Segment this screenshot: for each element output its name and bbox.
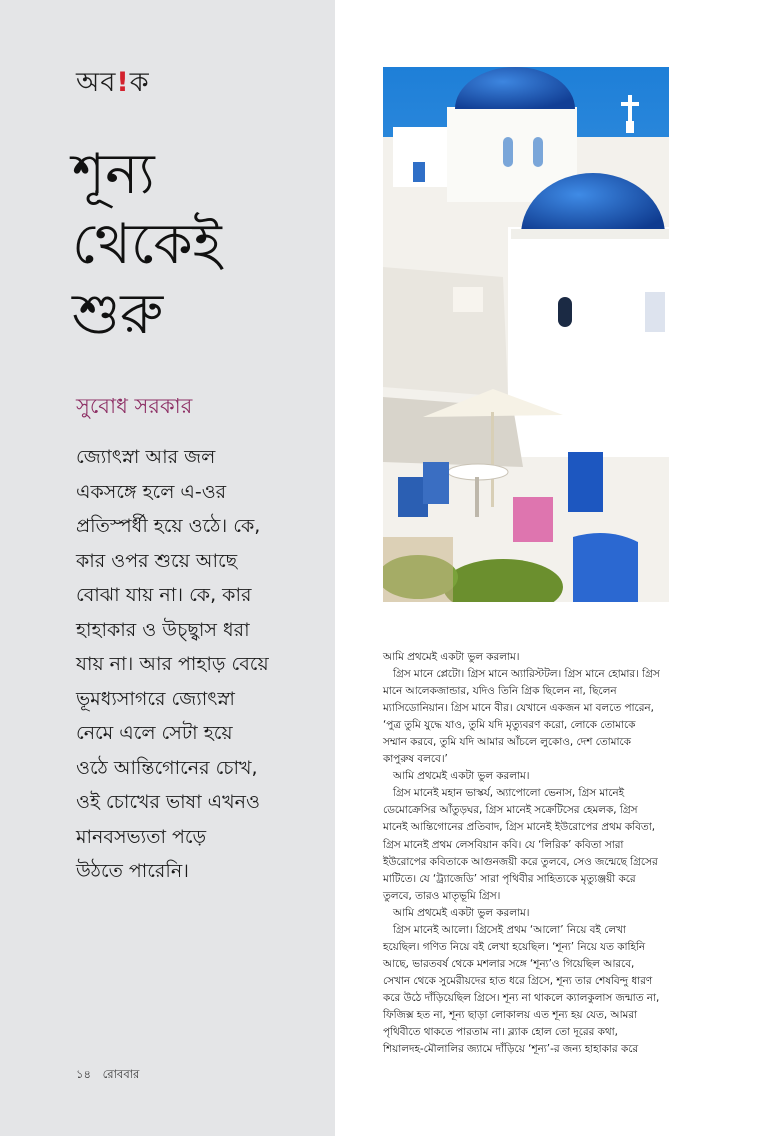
page-number: ১৪ xyxy=(76,1067,91,1081)
body-line: কাপুরুষ বলবে।’ xyxy=(383,753,448,766)
intro-line: উঠতে পারেনি। xyxy=(76,860,189,882)
body-line: সেখান থেকে সুমেরীয়দের হাত ধরে গ্রিসে, শূন্য তার শেষবিন্দু ধারণ xyxy=(383,974,653,987)
intro-line: জ্যোৎস্না আর জল xyxy=(76,446,216,468)
body-line: গ্রিস মানেই প্রথম লেসবিয়ান কবি। যে ‘লিরিক’ কবিতা সারা xyxy=(383,838,624,851)
body-line: করে উঠে দাঁড়িয়েছিল গ্রিসে। শূন্য না থাকলে ক্যালকুলাস জন্মাত না, xyxy=(383,991,660,1004)
section-label: অব!ক xyxy=(76,67,150,98)
intro-line: বোঝা যায় না। কে, কার xyxy=(76,584,252,606)
body-line: ম্যাসিডোনিয়ান। গ্রিস মানে বীর। যেখানে একজন মা বলতে পারেন, xyxy=(383,702,654,715)
body-line: ডেমোক্রেসির আঁতুড়ঘর, গ্রিস মানেই সক্রেটিসের হেমলক, গ্রিস xyxy=(383,804,638,817)
body-line: পৃথিবীতে থাকতে পারতাম না। ব্ল্যাক হোল তো দূরের কথা, xyxy=(383,1026,618,1039)
headline-line: শুরু xyxy=(72,282,164,347)
body-line: হয়েছিল। গণিত নিয়ে বই লেখা হয়েছিল। ‘শূন্য’ নিয়ে যত কাহিনি xyxy=(383,940,646,953)
body-line: গ্রিস মানেই আলো। গ্রিসেই প্রথম ‘আলো’ নিয়ে বই লেখা xyxy=(393,923,626,936)
intro-paragraph xyxy=(76,440,326,889)
intro-line: ভূমধ্যসাগরে জ্যোৎস্না xyxy=(76,687,235,710)
article-body xyxy=(383,649,673,1058)
headline xyxy=(72,140,322,350)
body-line: ‘পুত্র তুমি যুদ্ধে যাও, তুমি যদি মৃত্যুবরণ করো, লোকে তোমাকে xyxy=(383,719,636,732)
body-line: আমি প্রথমেই একটা ভুল করলাম। xyxy=(393,906,530,919)
santorini-photo xyxy=(383,67,669,602)
left-panel xyxy=(0,0,335,1136)
magazine-name: রোববার xyxy=(102,1067,140,1081)
body-line: মানেই আন্তিগোনের প্রতিবাদ, গ্রিস মানেই ইউরোপের প্রথম কবিতা, xyxy=(383,821,656,834)
intro-line: ওই চোখের ভাষা এখনও xyxy=(76,791,260,813)
body-line: মানে আলেকজান্ডার, যদিও তিনি গ্রিক ছিলেন না, ছিলেন xyxy=(383,685,617,698)
body-line: আছে, ভারতবর্ষ থেকে মশলার সঙ্গে ‘শূন্য’ও গিয়েছিল আরবে, xyxy=(383,957,635,970)
body-line: শিয়ালদহ-মৌলালির জ্যামে দাঁড়িয়ে ‘শূন্য’-র জন্য হাহাকার করে xyxy=(383,1043,639,1056)
headline-line: থেকেই xyxy=(72,212,222,277)
intro-line: মানবসভ্যতা পড়ে xyxy=(76,825,207,848)
page-footer xyxy=(76,1066,147,1085)
intro-line: একসঙ্গে হলে এ-ওর xyxy=(76,480,227,503)
body-line: ইউরোপের কবিতাকে আগুনজয়ী করে তুলবে, সেও জন্মেছে গ্রিসের xyxy=(383,855,658,868)
body-line: গ্রিস মানেই মহান ভাস্কর্য, অ্যাপোলো ভেনাস, গ্রিস মানেই xyxy=(393,787,624,800)
intro-line: ওঠে আন্তিগোনের চোখ, xyxy=(76,756,258,779)
intro-line: নেমে এলে সেটা হয়ে xyxy=(76,722,233,744)
intro-line: প্রতিস্পর্ধী হয়ে ওঠে। কে, xyxy=(76,515,261,537)
headline-line: শূন্য xyxy=(72,142,155,207)
body-line: মাটিতে। যে ‘ট্র্যাজেডি’ সারা পৃথিবীর সাহিত্যকে মৃত্যুঞ্জয়ী করে xyxy=(383,872,636,885)
intro-line: কার ওপর শুয়ে আছে xyxy=(76,549,238,572)
body-line: তুলবে, তারও মাতৃভূমি গ্রিস। xyxy=(383,889,501,902)
intro-line: হাহাকার ও উচ্ছ্বাস ধরা xyxy=(76,618,250,641)
body-line: ফিজিক্স হত না, শূন্য ছাড়া লোকালয় এত শূন্য হয় যেত, আমরা xyxy=(383,1008,638,1021)
body-line: আমি প্রথমেই একটা ভুল করলাম। xyxy=(383,651,520,663)
photo-illustration xyxy=(383,67,669,602)
author-name: সুবোধ সরকার xyxy=(76,394,193,418)
intro-line: যায় না। আর পাহাড় বেয়ে xyxy=(76,653,269,675)
body-line: গ্রিস মানে প্লেটো। গ্রিস মানে অ্যারিস্টটল। গ্রিস মানে হোমার। গ্রিস xyxy=(393,668,660,681)
body-line: সম্মান করবে, তুমি যদি আমার আঁচলে লুকোও, দেশ তোমাকে xyxy=(383,736,631,749)
body-line: আমি প্রথমেই একটা ভুল করলাম। xyxy=(393,770,530,783)
